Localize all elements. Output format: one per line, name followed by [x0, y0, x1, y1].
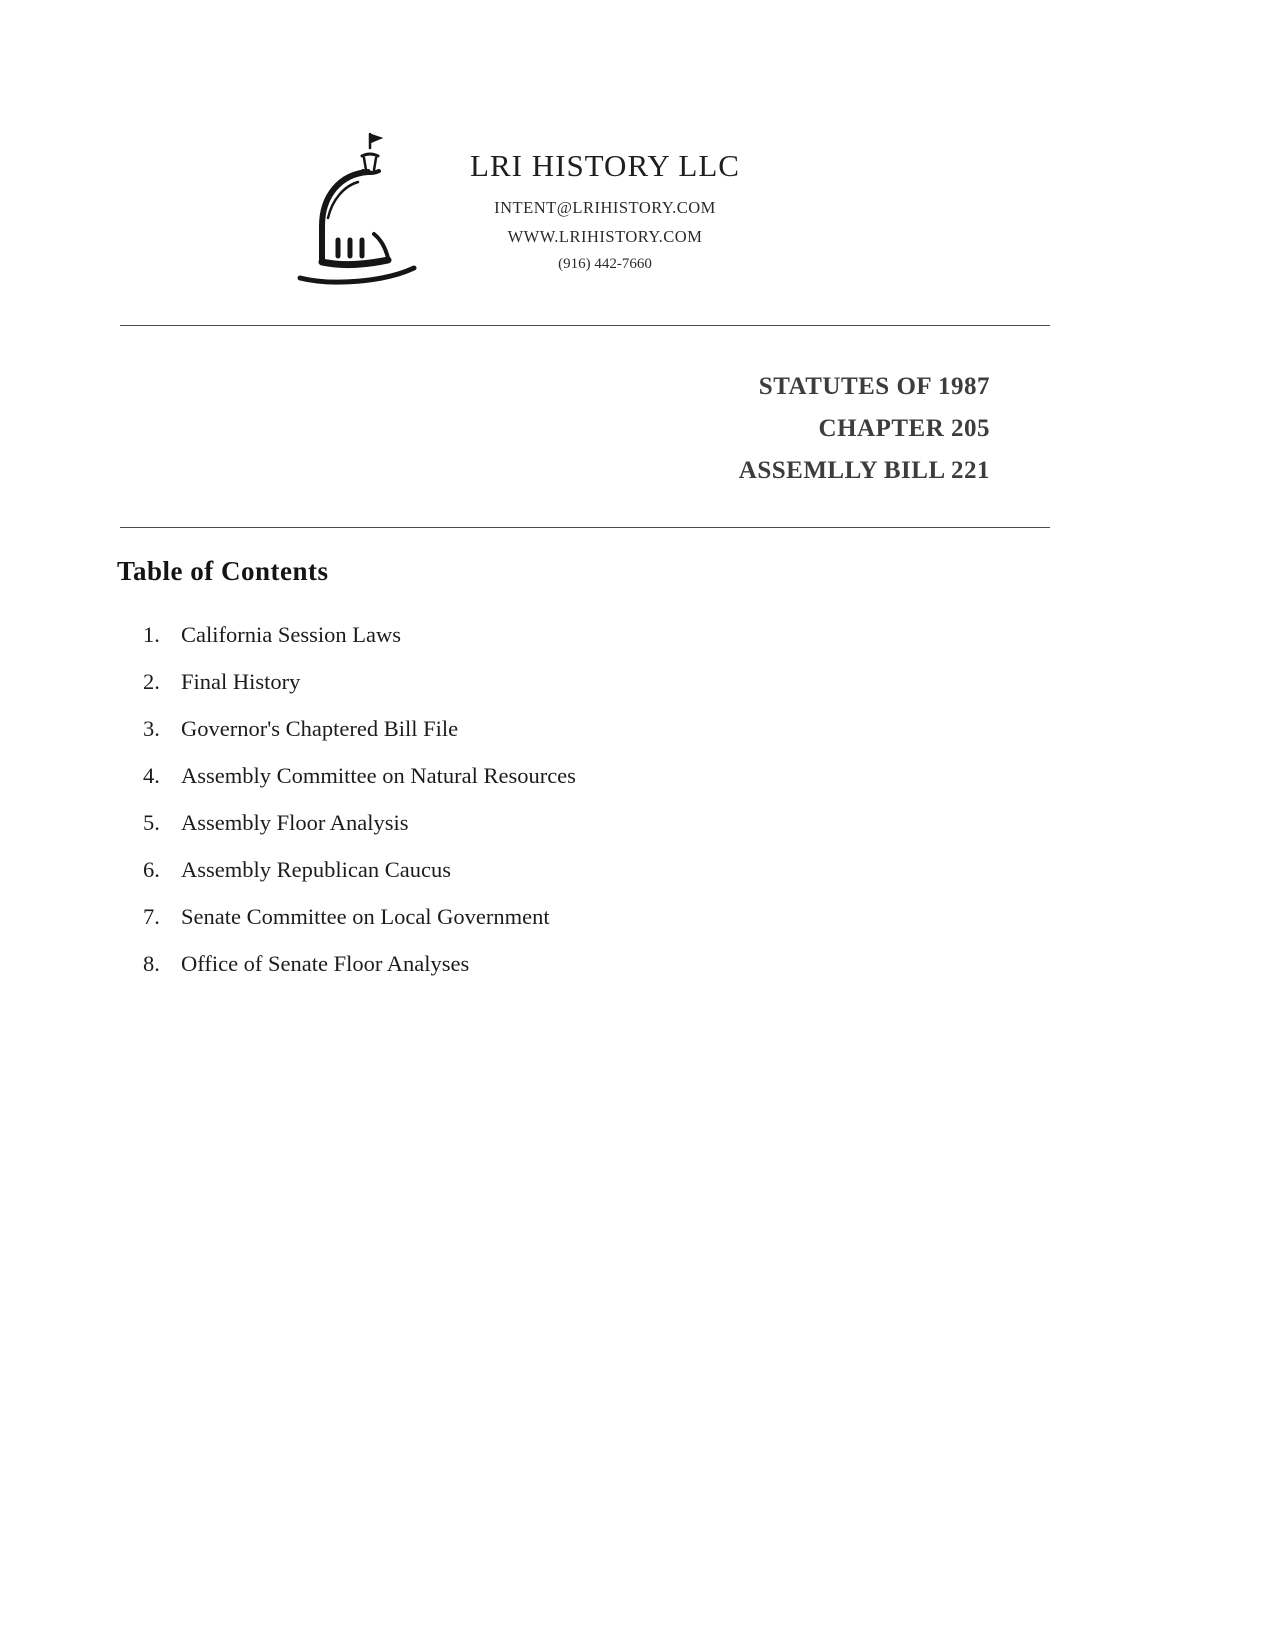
toc-list — [143, 620, 576, 996]
toc-item — [143, 667, 576, 714]
company-phone: (916) 442-7660 — [558, 256, 652, 272]
toc-item — [143, 855, 576, 902]
company-website: WWW.LRIHISTORY.COM — [507, 227, 703, 246]
toc-item-label: Assembly Floor Analysis — [181, 810, 409, 835]
statute-chapter: CHAPTER 205 — [818, 415, 990, 442]
company-email: INTENT@LRIHISTORY.COM — [494, 198, 716, 217]
toc-item — [143, 808, 576, 855]
company-header — [440, 148, 770, 273]
toc-item-label: Assembly Committee on Natural Resources — [181, 763, 576, 788]
statute-bill: ASSEMLLY BILL 221 — [738, 457, 990, 484]
toc-item-label: Final History — [181, 669, 301, 694]
company-name: LRI HISTORY LLC — [470, 148, 740, 183]
toc-heading: Table of Contents — [117, 556, 329, 586]
toc-item-label: Senate Committee on Local Government — [181, 904, 550, 929]
divider-bottom — [120, 527, 1050, 528]
toc-item — [143, 949, 576, 996]
statute-year: STATUTES OF 1987 — [758, 373, 990, 400]
toc-item-label: California Session Laws — [181, 622, 401, 647]
toc-item-label: Assembly Republican Caucus — [181, 857, 451, 882]
statute-title-block — [739, 366, 990, 492]
toc-item-label: Office of Senate Floor Analyses — [181, 951, 470, 976]
toc-item — [143, 761, 576, 808]
toc-item-label: Governor's Chaptered Bill File — [181, 716, 459, 741]
toc-item — [143, 620, 576, 667]
toc-item — [143, 902, 576, 949]
toc-item — [143, 714, 576, 761]
capitol-dome-icon — [292, 122, 437, 290]
divider-top — [120, 325, 1050, 326]
